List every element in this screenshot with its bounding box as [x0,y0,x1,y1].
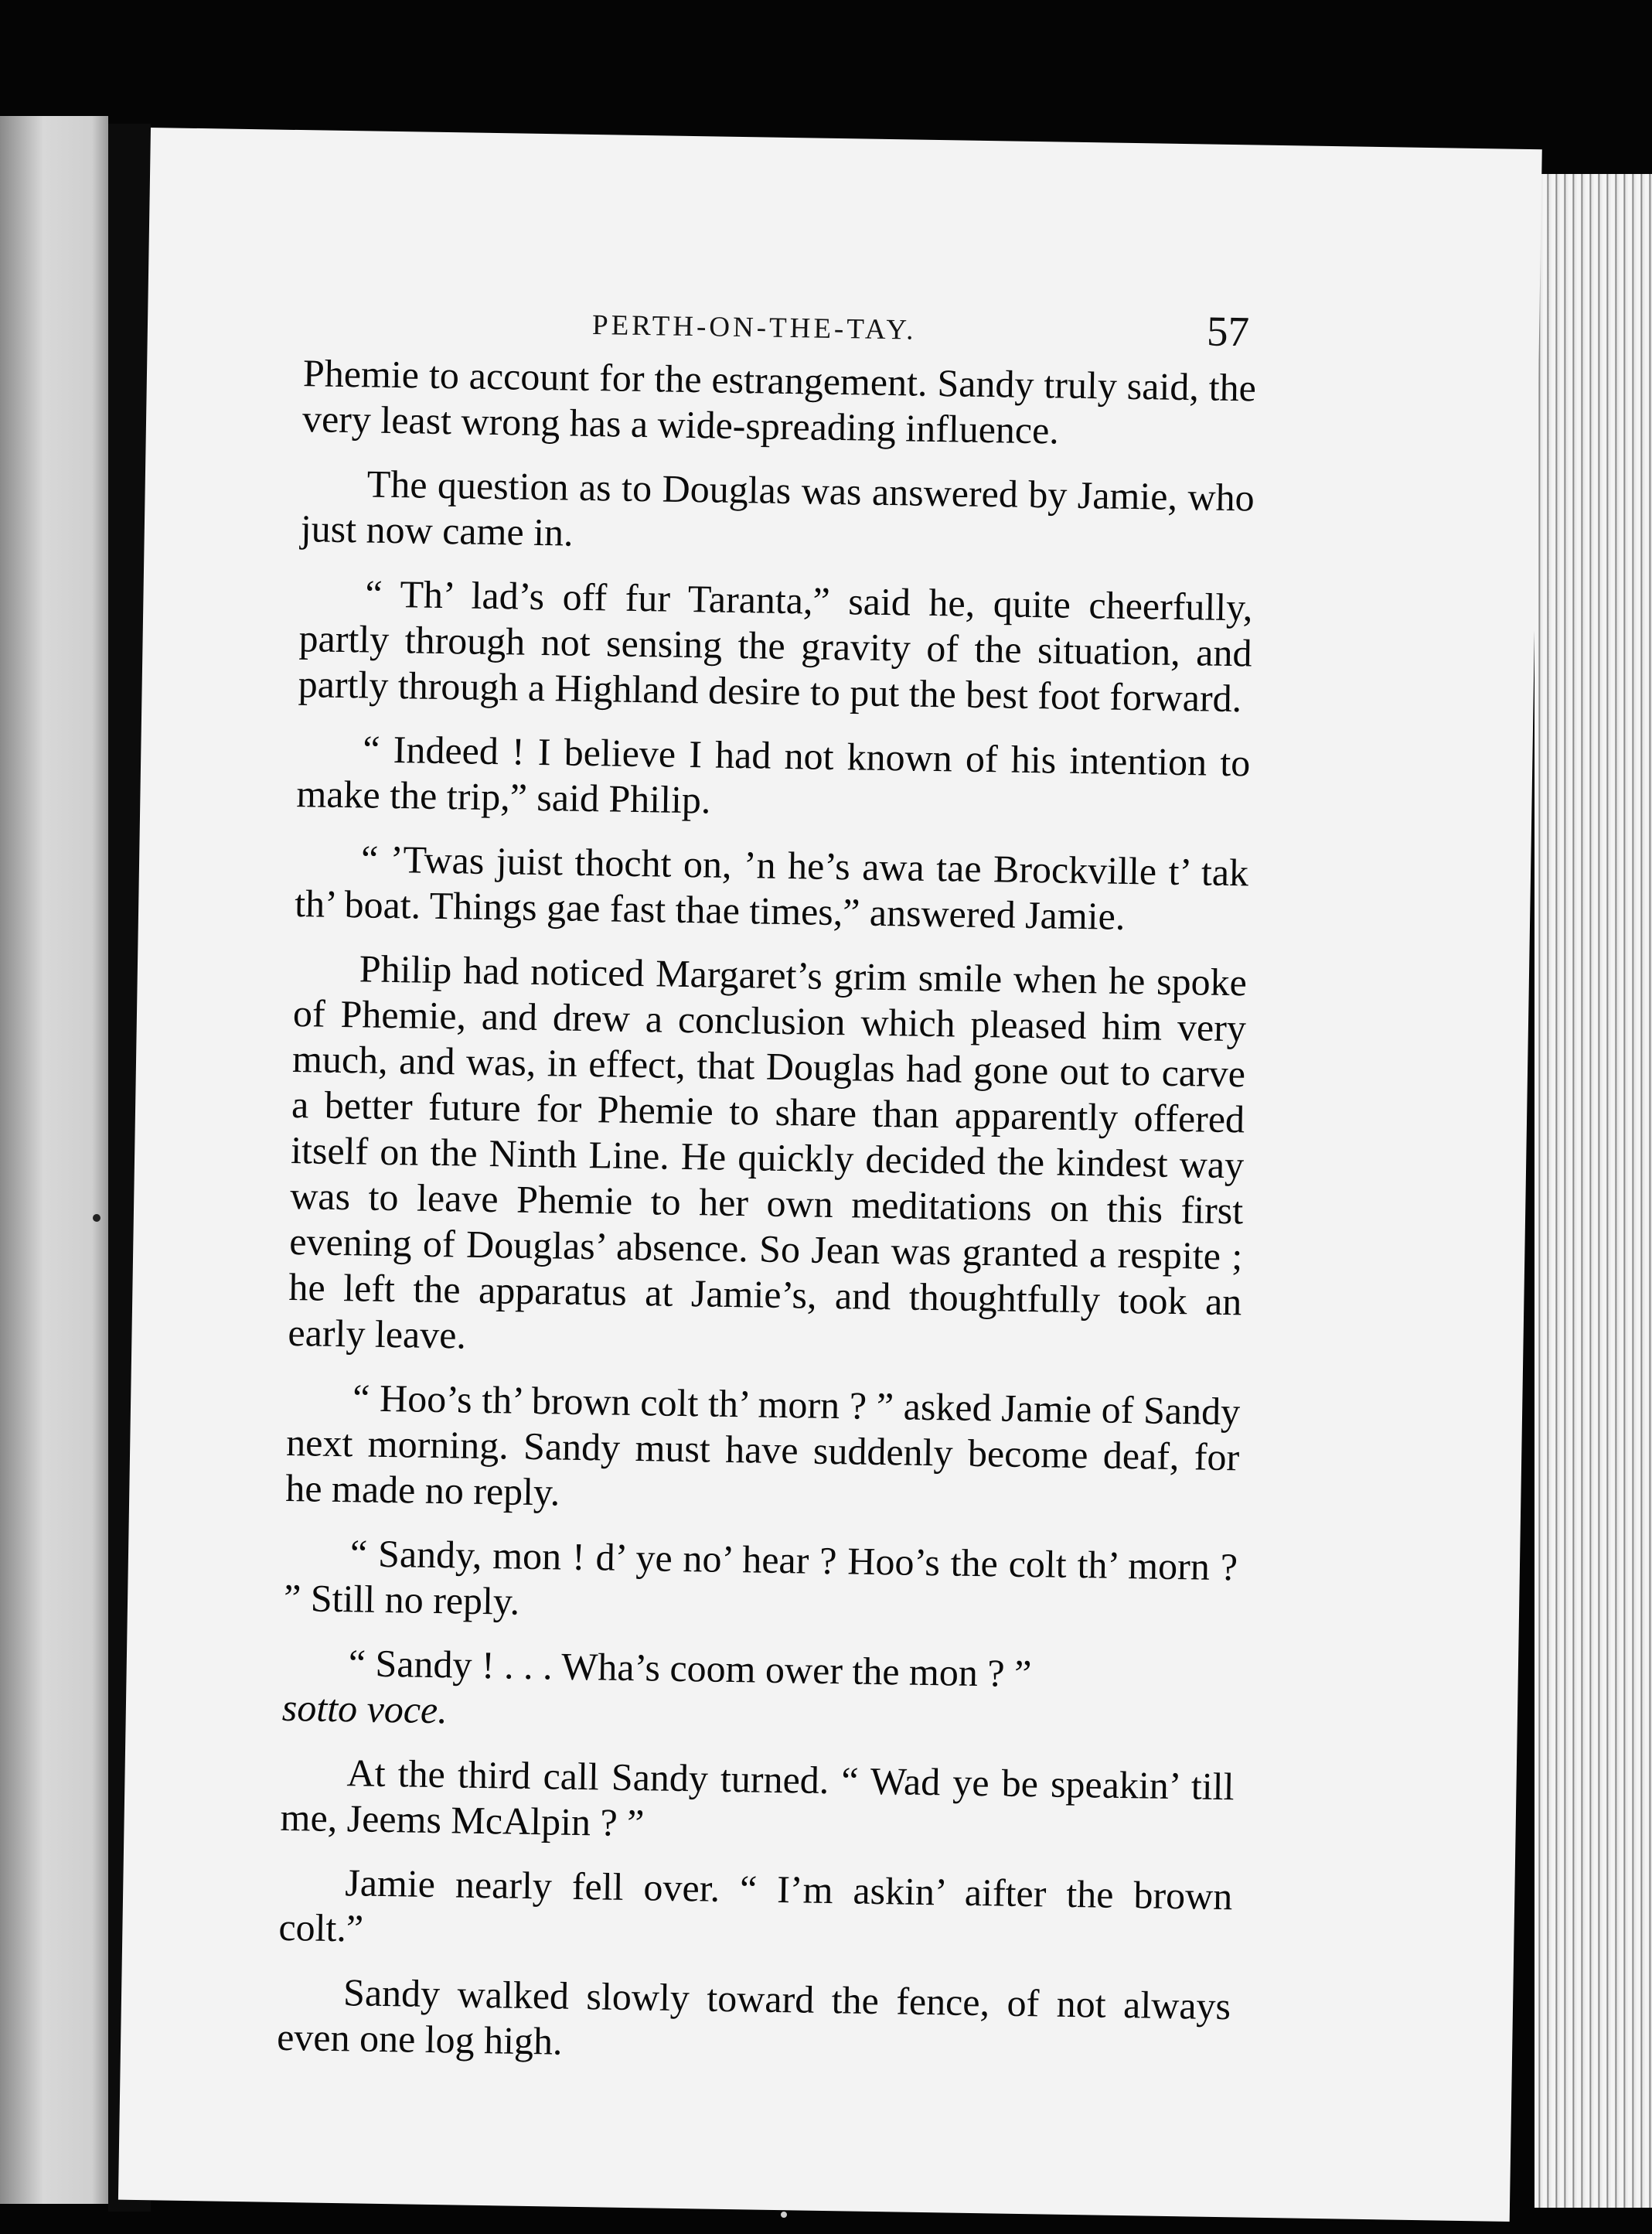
paragraph: Philip had noticed Margaret’s grim smile when he spoke of Phemie, and drew a conclusion which pleased him very much, and was, in effect, that Douglas had gone out to carve a better future for Phemie to share than apparently offered itself on the Ninth Line. He quickly decided the kindest way was to leave Phemie to her own meditations on this first evening of Douglas’ absence. So Jean was granted a respite ; he left the apparatus at Jamie’s, and thoughtfully took an early leave. [288,946,1248,1357]
paragraph: “ Hoo’s th’ brown colt th’ morn ? ” asked Jamie of Sandy next morning. Sandy must have suddenly become deaf, for he made no reply. [284,1376,1241,1514]
running-head: PERTH-ON-THE-TAY. [591,309,917,346]
paragraph: “ Th’ lad’s off fur Taranta,” said he, quite cheerfully, partly through not sensing the gravity of the situation, and partly through a Highland desire to put the best foot forward. [298,571,1253,721]
paragraph-text: “ Sandy ! . . . Wha’s coom ower the mon ? ” [348,1641,1032,1696]
paragraph: The question as to Douglas was answered by Jamie, who just now came in. [300,462,1255,554]
page-number: 57 [1206,307,1250,356]
paragraph: Phemie to account for the estrangement. Sandy truly said, the very least wrong has a wide-spreading influence. [301,351,1257,452]
paragraph: “ ’Twas juist thocht on, ’n he’s awa tae Brockville t’ tak th’ boat. Things gae fast thae times,” answered Jamie. [294,837,1249,938]
paragraph: Sandy walked slowly toward the fence, of not always even one log high. [276,1970,1231,2063]
page-fore-edge [1534,174,1652,2208]
stage-direction: sotto voce. [281,1685,448,1732]
paragraph: Jamie nearly fell over. “ I’m askin’ aifter the brown colt.” [278,1861,1233,1950]
paragraph: “ Sandy, mon ! d’ ye no’ hear ? Hoo’s the colt th’ morn ? ” Still no reply. [283,1531,1238,1623]
page-body [276,350,1256,2093]
paragraph: At the third call Sandy turned. “ Wad ye be speakin’ till me, Jeems McAlpin ? ” [280,1751,1235,1845]
scan-speck [781,2212,787,2218]
scan-speck [93,1214,100,1222]
paragraph [281,1639,1236,1745]
book-page [118,128,1542,2222]
paragraph: “ Indeed ! I believe I had not known of his intention to make the trip,” said Philip. [296,727,1251,822]
facing-page-edge [0,116,108,2204]
